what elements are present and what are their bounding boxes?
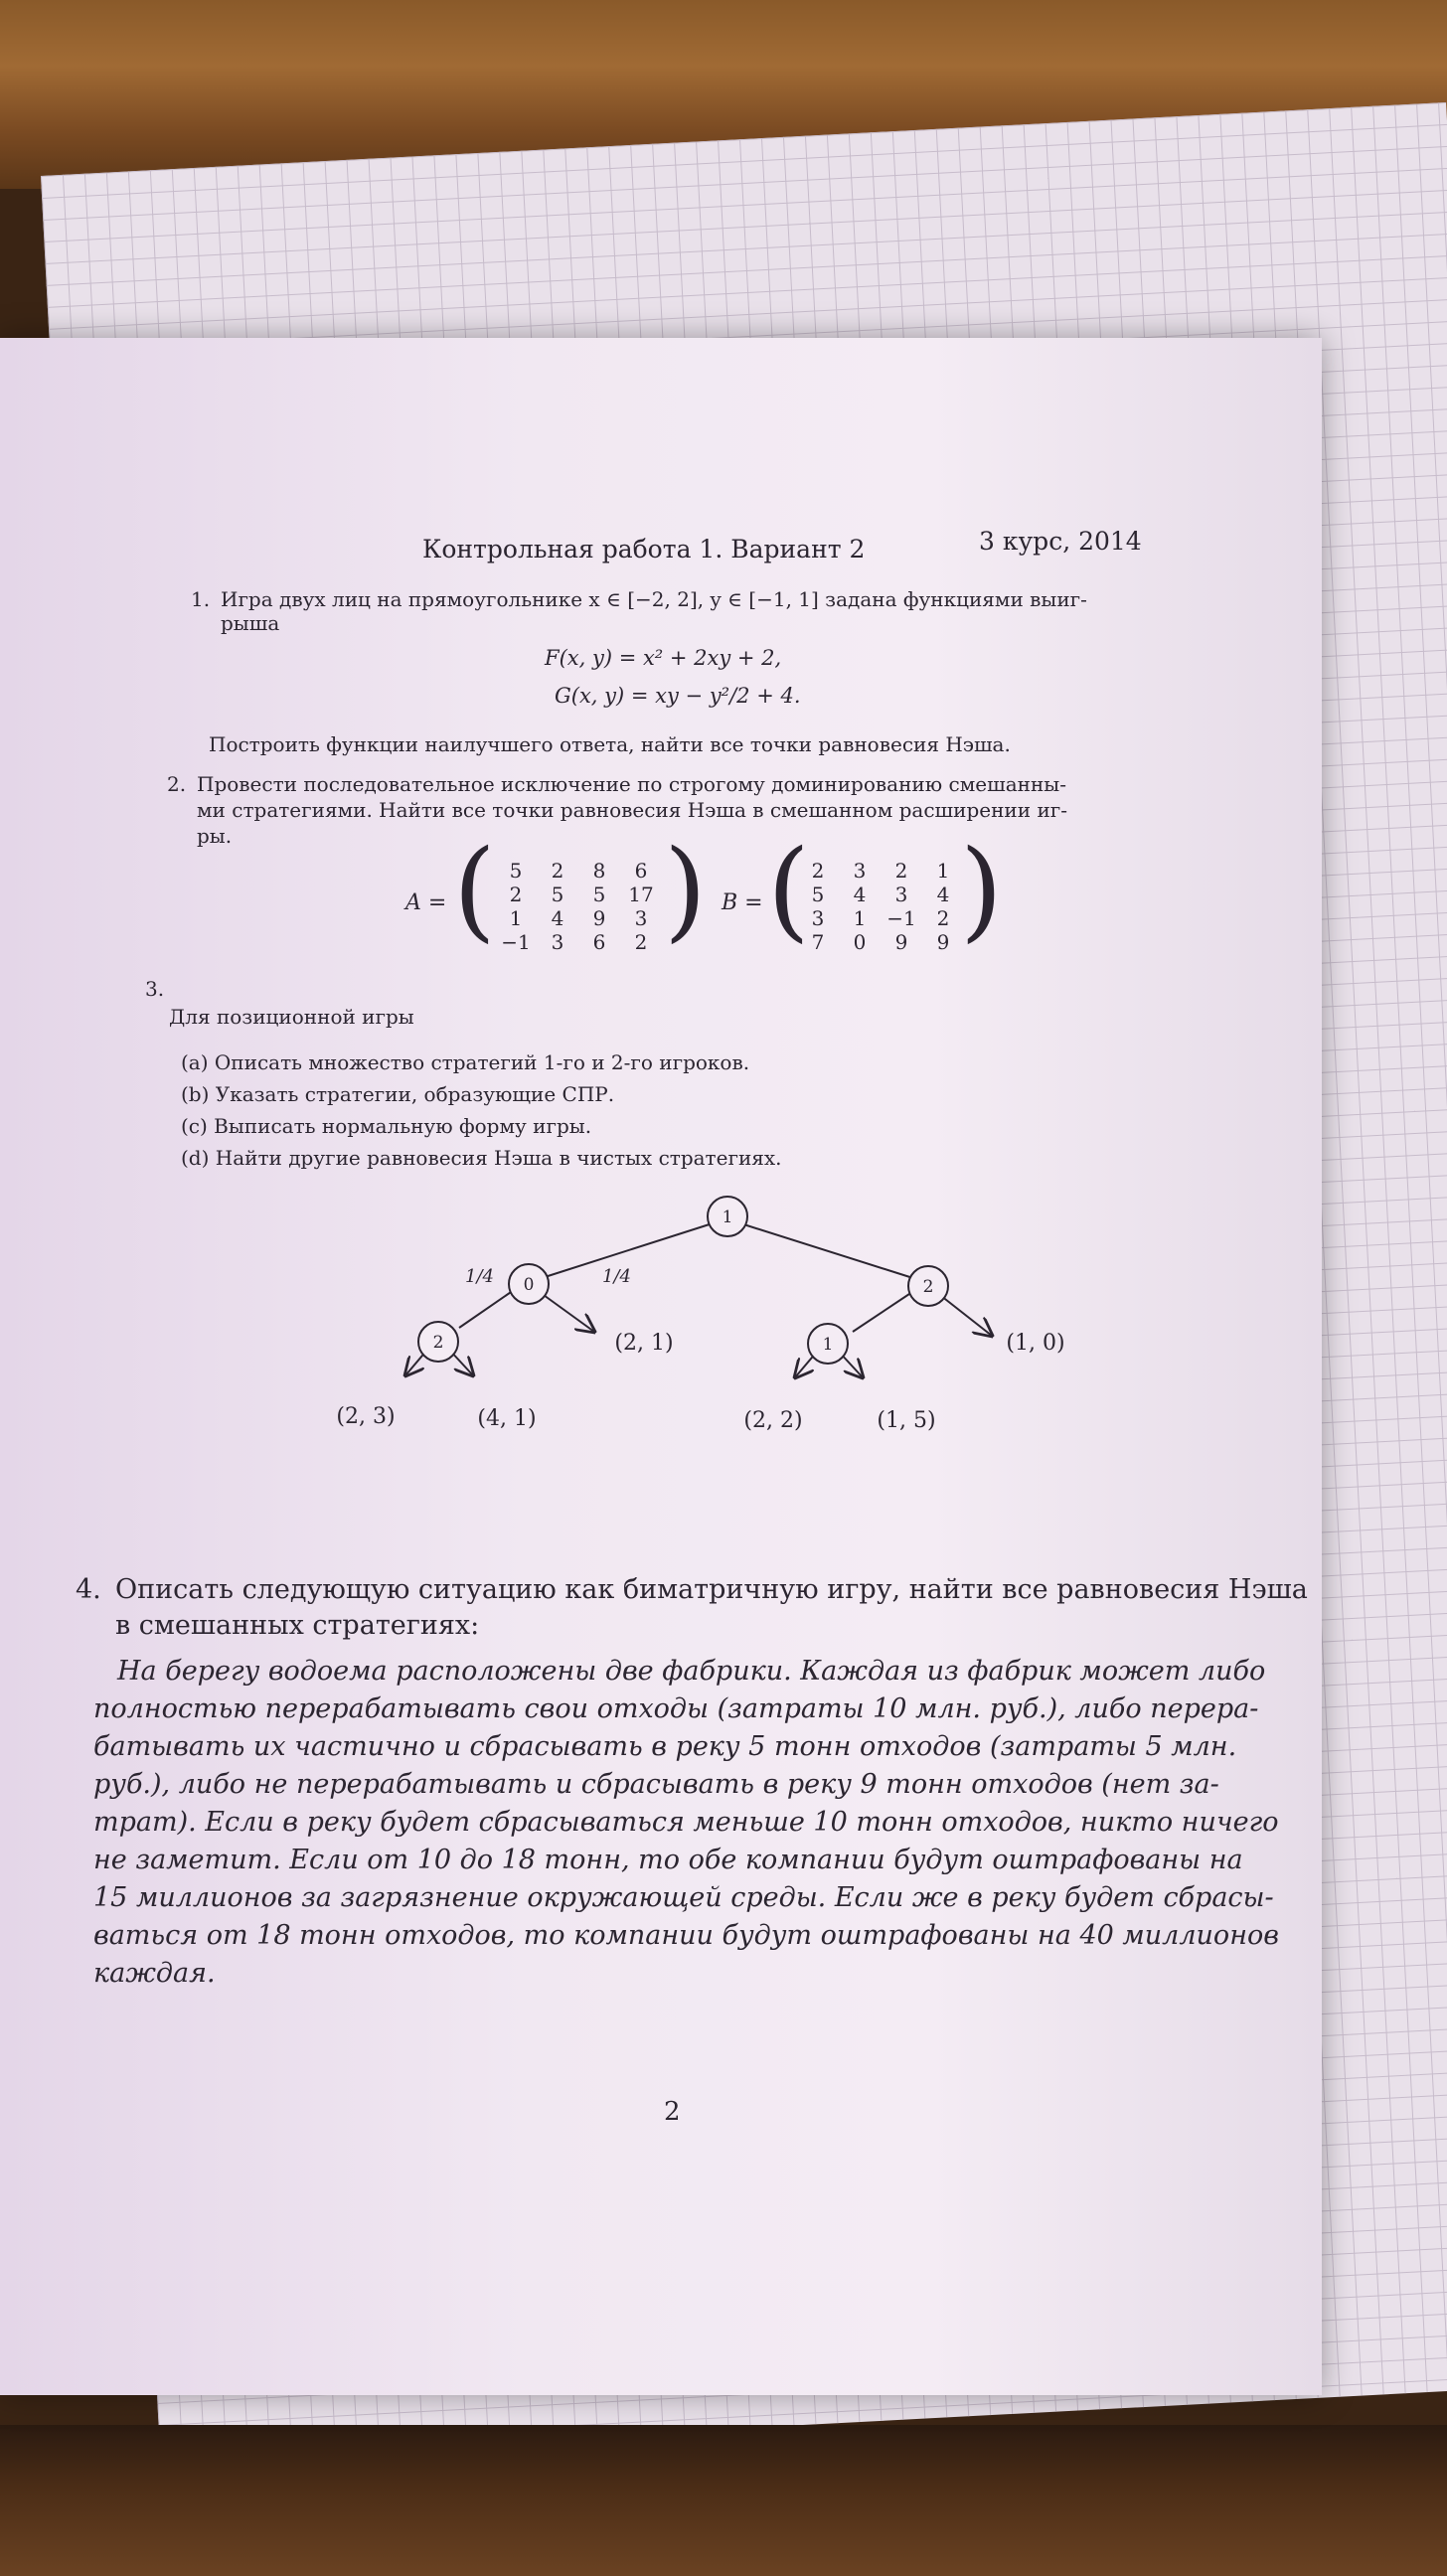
task3-item-c: (c) Выписать нормальную форму игры. [181, 1114, 592, 1138]
matrix-a-left-paren: ( [453, 826, 496, 953]
matrix-a-cell: 2 [551, 859, 564, 883]
exam-page [0, 338, 1322, 2395]
matrix-b-cell: −1 [886, 906, 916, 930]
node-right-label: 2 [922, 1277, 934, 1297]
task1-number: 1. [191, 587, 211, 611]
task3-item-b: (b) Указать стратегии, образующие СПР. [181, 1082, 615, 1106]
task4-paragraph-line: ваться от 18 тонн отходов, то компании будут оштрафованы на 40 миллионов [93, 1920, 1279, 1951]
matrix-b-cell: 4 [936, 883, 950, 906]
matrix-b-cell: 3 [894, 883, 908, 906]
task4-paragraph-line: полностью перерабатывать свои отходы (затраты 10 млн. руб.), либо перера- [93, 1693, 1259, 1724]
matrix-a-cell: 5 [509, 859, 523, 883]
matrix-a-cell: 9 [592, 906, 606, 930]
matrix-a-cell: 6 [634, 859, 648, 883]
task2-line1: Провести последовательное исключение по строгому доминированию смешанны- [197, 772, 1066, 796]
matrix-b-cell: 0 [853, 930, 867, 954]
matrix-b-cell: 2 [936, 906, 950, 930]
task4-line2: в смешанных стратегиях: [115, 1610, 480, 1641]
matrix-a-cell: 2 [509, 883, 523, 906]
matrix-a-cell: 2 [634, 930, 648, 954]
task2-line2: ми стратегиями. Найти все точки равновесия Нэша в смешанном расширении иг- [197, 798, 1068, 822]
task3-number: 3. [145, 977, 165, 1001]
node-chance-label: 0 [523, 1275, 535, 1295]
task4-paragraph-line: батывать их частично и сбрасывать в реку 5 тонн отходов (затраты 5 млн. [93, 1731, 1237, 1762]
task2-number: 2. [167, 772, 187, 796]
page-title: Контрольная работа 1. Вариант 2 [422, 535, 866, 564]
matrix-a-cell: 5 [551, 883, 564, 906]
task1-question: Построить функции наилучшего ответа, найти все точки равновесия Нэша. [209, 732, 1011, 756]
matrix-a-row [495, 930, 662, 954]
matrix-b-cell: 1 [853, 906, 867, 930]
node-root-label: 1 [722, 1208, 733, 1227]
edge-root-right [737, 1222, 919, 1280]
task4-paragraph-line: руб.), либо не перерабатывать и сбрасывать в реку 9 тонн отходов (нет за- [93, 1769, 1219, 1800]
task2-line3: ры. [197, 824, 233, 848]
task3-item-a: (a) Описать множество стратегий 1-го и 2-го игроков. [181, 1050, 750, 1074]
matrix-a-cell: 8 [592, 859, 606, 883]
matrix-b-cell: 9 [894, 930, 908, 954]
matrix-b-row [797, 859, 964, 883]
task1-line1: Игра двух лиц на прямоугольнике x ∈ [−2, 2], y ∈ [−1, 1] задана функциями выиг- [221, 587, 1087, 611]
matrix-b-row [797, 883, 964, 906]
matrix-b [797, 859, 964, 954]
payoff-1-5: (1, 5) [877, 1408, 936, 1433]
payoff-1-0: (1, 0) [1006, 1331, 1065, 1356]
matrix-b-row [797, 930, 964, 954]
matrix-a-cell: 3 [634, 906, 648, 930]
node-mid-label: 1 [822, 1335, 834, 1355]
matrix-a-right-paren: ) [664, 826, 707, 953]
matrix-a-cell: 4 [551, 906, 564, 930]
matrix-a-row [495, 906, 662, 930]
matrix-a-cell: 17 [628, 883, 654, 906]
task4-paragraph-line: каждая. [93, 1958, 216, 1989]
matrix-b-cell: 3 [811, 906, 825, 930]
matrix-a [495, 859, 662, 954]
task1-line2: рыша [221, 611, 280, 635]
matrix-a-label: A = [405, 890, 447, 915]
matrix-a-cell: 5 [592, 883, 606, 906]
task4-line1: Описать следующую ситуацию как биматричную игру, найти все равновесия Нэша [115, 1574, 1308, 1605]
matrix-b-cell: 2 [811, 859, 825, 883]
page-number: 2 [664, 2097, 681, 2127]
task4-paragraph-line: 15 миллионов за загрязнение окружающей среды. Если же в реку будет сбрасы- [93, 1882, 1274, 1913]
matrix-a-cell: 1 [509, 906, 523, 930]
desk-background-bottom [0, 2425, 1447, 2576]
task4-paragraph-line: На берегу водоема расположены две фабрики. Каждая из фабрик может либо [117, 1656, 1266, 1687]
matrix-b-right-paren: ) [960, 826, 1003, 953]
matrix-a-cell: 3 [551, 930, 564, 954]
matrix-b-cell: 4 [853, 883, 867, 906]
edge-right-mid [853, 1292, 912, 1332]
payoff-4-1: (4, 1) [477, 1406, 537, 1431]
matrix-b-cell: 7 [811, 930, 825, 954]
matrix-b-cell: 1 [936, 859, 950, 883]
task4-paragraph-line: не заметит. Если от 10 до 18 тонн, то обе компании будут оштрафованы на [93, 1845, 1243, 1875]
edge-chance-left [459, 1288, 517, 1328]
matrix-a-row [495, 883, 662, 906]
node-left-label: 2 [432, 1333, 444, 1353]
matrix-b-cell: 3 [853, 859, 867, 883]
task3-intro: Для позиционной игры [169, 1005, 414, 1029]
course-year: 3 курс, 2014 [979, 527, 1142, 556]
matrix-b-row [797, 906, 964, 930]
matrix-a-cell: −1 [501, 930, 531, 954]
task4-paragraph-line: трат). Если в реку будет сбрасываться меньше 10 тонн отходов, никто ничего [93, 1807, 1279, 1838]
payoff-2-3: (2, 3) [336, 1404, 396, 1429]
matrix-a-row [495, 859, 662, 883]
matrix-b-label: B = [722, 890, 763, 915]
matrix-a-cell: 6 [592, 930, 606, 954]
matrix-b-left-paren: ( [767, 826, 810, 953]
game-tree-diagram [298, 1208, 1093, 1491]
task3-item-d: (d) Найти другие равновесия Нэша в чистых стратегиях. [181, 1146, 782, 1170]
matrix-b-cell: 2 [894, 859, 908, 883]
task4-number: 4. [76, 1574, 101, 1605]
payoff-2-2: (2, 2) [743, 1408, 803, 1433]
prob-right-label: 1/4 [602, 1266, 631, 1287]
formula-f: F(x, y) = x² + 2xy + 2, [545, 646, 782, 670]
formula-g: G(x, y) = xy − y²/2 + 4. [555, 684, 801, 708]
matrix-b-cell: 9 [936, 930, 950, 954]
matrix-b-cell: 5 [811, 883, 825, 906]
payoff-2-1: (2, 1) [614, 1331, 674, 1356]
prob-left-label: 1/4 [465, 1266, 494, 1287]
